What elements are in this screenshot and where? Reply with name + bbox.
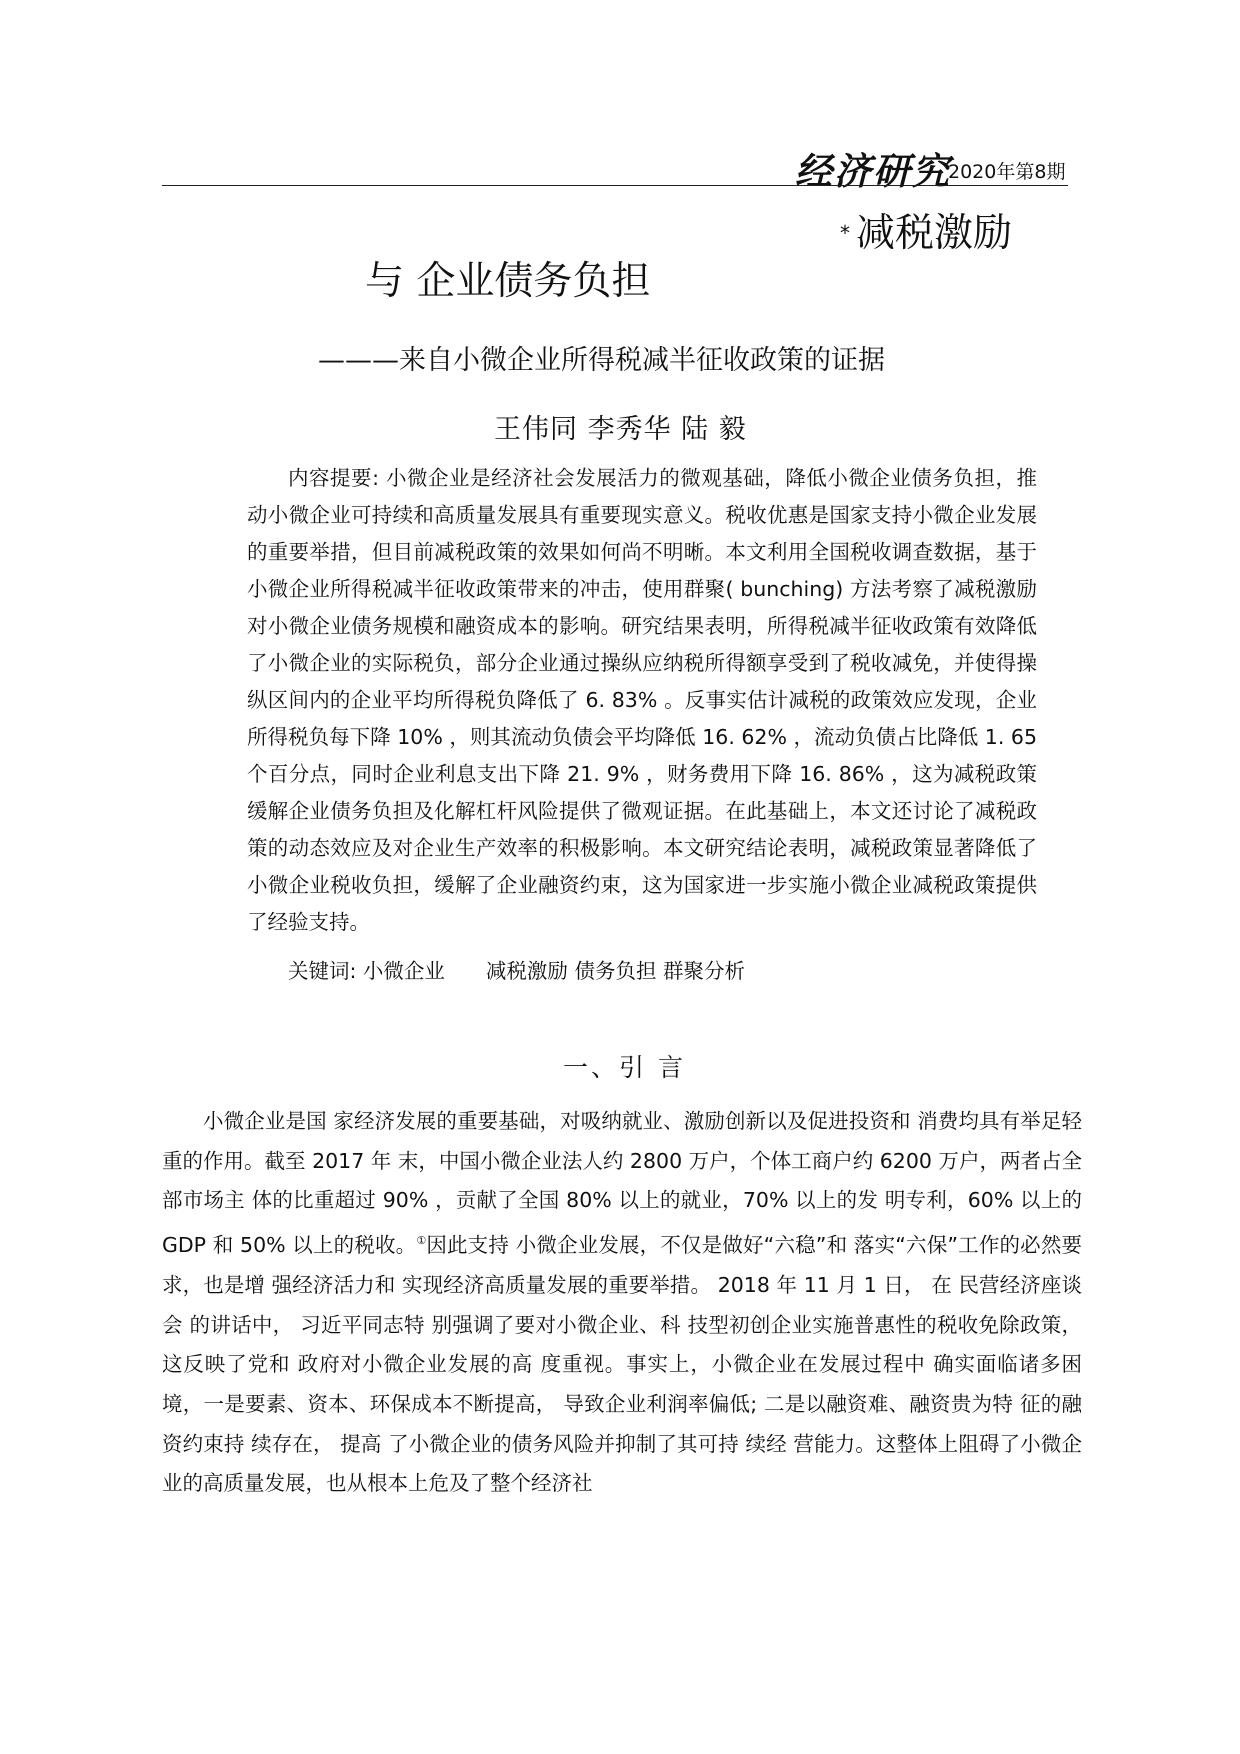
title-footnote-star: *: [840, 221, 850, 245]
footnote-marker[interactable]: ①: [416, 1234, 427, 1248]
journal-logo: 经济研究: [795, 149, 951, 193]
header-rule: [162, 185, 1068, 186]
title-line-1-text: 减税激励: [856, 211, 1013, 256]
title-line-1: [840, 211, 1013, 256]
section-heading: 一、引 言: [563, 1053, 686, 1082]
title-line-2: 与 企业债务负担: [365, 259, 651, 304]
authors: 王伟同 李秀华 陆 毅: [494, 414, 747, 445]
body-text-part-1: 小微企业是国 家经济发展的重要基础，对吸纳就业、激励创新以及促进投资和 消费均具有举足轻重的作用。截至 2017 年 末，中国小微企业法人约 2800 万户，个体工商户约 6200 万户，两者占全部市场主 体的比重超过 90% ，贡献了全国 80% 以上的就业，70% 以上的发 明专利，60% 以上的 GDP 和 50% 以上的税收。: [162, 1109, 1082, 1258]
journal-issue: 2020年第8期: [948, 161, 1066, 183]
subtitle: ———来自小微企业所得税减半征收政策的证据: [318, 345, 885, 376]
abstract: [247, 460, 1037, 941]
body-paragraph: [162, 1102, 1082, 1504]
body-text: [162, 1102, 1082, 1504]
keywords: 关键词: 小微企业 减税激励 债务负担 群聚分析: [288, 959, 745, 983]
body-text-part-2: 因此支持 小微企业发展，不仅是做好“六稳”和 落实“六保”工作的必然要求，也是增 强经济活力和 实现经济高质量发展的重要举措。 2018 年 11 月 1 日， 在 民营经济座谈会 的讲话中， 习近平同志特 别强调了要对小微企业、科 技型初创企业实施普惠性的税收免除政策，这反映了党和 政府对小微企业发展的高 度重视。事实上，小微企业在发展过程中 确实面临诸多困境，一是要素、资本、环保成本不断提高， 导致企业利润率偏低; 二是以融资难、融资贵为特 征的融资约束持 续存在， 提高 了小微企业的债务风险并抑制了其可持 续经 营能力。这整体上阻碍了小微企业的高质量发展，也从根本上危及了整个经济社: [162, 1233, 1082, 1496]
abstract-text: 内容提要: 小微企业是经济社会发展活力的微观基础，降低小微企业债务负担，推动小微企业可持续和高质量发展具有重要现实意义。税收优惠是国家支持小微企业发展的重要举措，但目前减税政策的效果如何尚不明晰。本文利用全国税收调查数据，基于小微企业所得税减半征收政策带来的冲击，使用群聚( bunching) 方法考察了减税激励对小微企业债务规模和融资成本的影响。研究结果表明，所得税减半征收政策有效降低了小微企业的实际税负，部分企业通过操纵应纳税所得额享受到了税收减免，并使得操纵区间内的企业平均所得税负降低了 6. 83% 。反事实估计减税的政策效应发现，企业所得税负每下降 10% ，则其流动负债会平均降低 16. 62% ，流动负债占比降低 1. 65 个百分点，同时企业利息支出下降 21. 9% ，财务费用下降 16. 86% ，这为减税政策缓解企业债务负担及化解杠杆风险提供了微观证据。在此基础上，本文还讨论了减税政策的动态效应及对企业生产效率的积极影响。本文研究结论表明，减税政策显著降低了小微企业税收负担，缓解了企业融资约束，这为国家进一步实施小微企业减税政策提供了经验支持。: [247, 466, 1037, 934]
